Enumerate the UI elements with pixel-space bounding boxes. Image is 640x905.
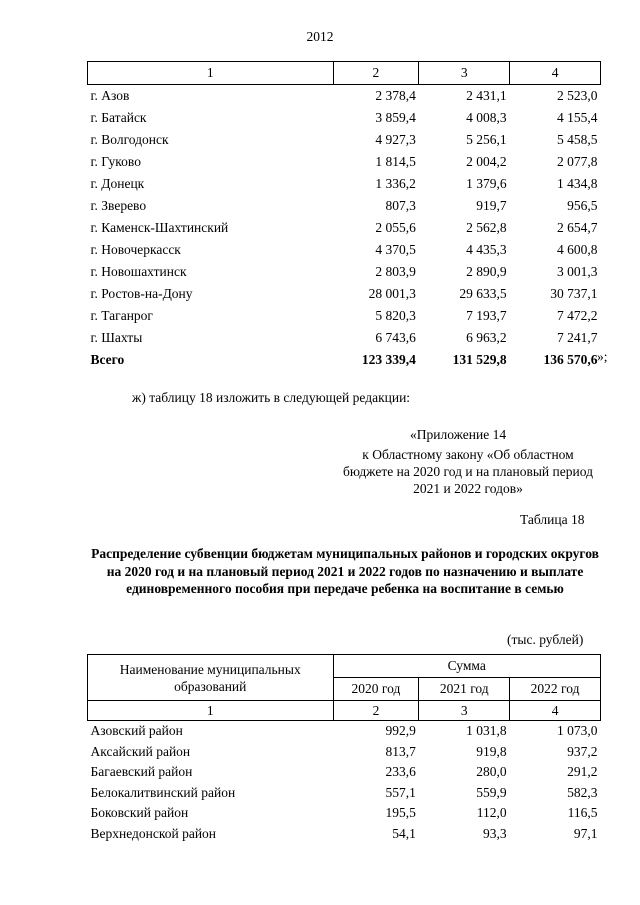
- column-index-3: 3: [419, 62, 510, 85]
- column-index-2: 2: [333, 701, 419, 721]
- value-2022-cell: 2 654,7: [557, 220, 598, 235]
- value-2022-cell: 2 077,8: [557, 154, 598, 169]
- municipal-distribution-table-continued: [87, 61, 601, 371]
- value-2022-cell: 1 073,0: [557, 723, 598, 739]
- municipality-name-cell: Белокалитвинский район: [90, 784, 236, 800]
- total-label-cell: Всего: [90, 352, 125, 367]
- municipality-name-cell: г. Азов: [90, 88, 130, 103]
- value-2021-cell: 2 004,2: [466, 154, 507, 169]
- value-2020-cell: 557,1: [385, 784, 416, 800]
- value-2020-cell: 813,7: [385, 743, 416, 759]
- value-2021-cell: 4 435,3: [466, 242, 507, 257]
- year-header-2020: 2020 год: [333, 678, 419, 701]
- appendix-label: «Приложение 14: [410, 427, 507, 442]
- municipality-name-cell: г. Ростов-на-Дону: [90, 286, 193, 301]
- value-2022-cell: 291,2: [567, 764, 598, 780]
- municipality-name-cell: Аксайский район: [90, 743, 191, 759]
- table-row: [88, 217, 601, 239]
- municipality-name-cell: г. Новочеркасск: [90, 242, 181, 257]
- column-index-4: 4: [510, 701, 601, 721]
- value-2021-cell: 112,0: [476, 805, 507, 821]
- table-row: [88, 721, 601, 742]
- value-2021-cell: 29 633,5: [459, 286, 507, 301]
- table-row: [88, 283, 601, 305]
- value-2020-cell: 2 055,6: [375, 220, 416, 235]
- table-row: [88, 239, 601, 261]
- column-index-4: 4: [510, 62, 601, 85]
- year-header-2021: 2021 год: [419, 678, 510, 701]
- table-row: [88, 305, 601, 327]
- total-row: [88, 349, 601, 371]
- value-2020-cell: 807,3: [385, 198, 416, 213]
- table-row: [88, 173, 601, 195]
- table-row: [88, 107, 601, 129]
- value-2022-cell: 97,1: [573, 825, 598, 841]
- subvention-distribution-table: [87, 654, 601, 844]
- value-2022-cell: 7 241,7: [557, 330, 598, 345]
- value-2020-cell: 992,9: [385, 723, 416, 739]
- law-reference: к Областному закону «Об областном бюджете на 2020 год и на плановый период 2021 и 2022 годов»: [343, 447, 593, 496]
- table-row: [88, 762, 601, 783]
- table-row: [88, 85, 601, 108]
- table-row: [88, 783, 601, 804]
- value-2022-cell: 3 001,3: [557, 264, 598, 279]
- value-2020-cell: 6 743,6: [375, 330, 416, 345]
- value-2021-cell: 4 008,3: [466, 110, 507, 125]
- table-header-row: [88, 62, 601, 85]
- value-2021-cell: 1 379,6: [466, 176, 507, 191]
- municipality-name-cell: г. Батайск: [90, 110, 147, 125]
- value-2022-cell: 116,5: [567, 805, 598, 821]
- value-2021-cell: 559,9: [476, 784, 507, 800]
- table-row: [88, 151, 601, 173]
- table-number-label: Таблица 18: [520, 512, 585, 527]
- value-2021-cell: 919,7: [476, 198, 507, 213]
- column-index-1: 1: [88, 62, 334, 85]
- total-2021-cell: 131 529,8: [452, 352, 507, 367]
- value-2020-cell: 233,6: [385, 764, 416, 780]
- municipality-name-cell: Багаевский район: [90, 764, 193, 780]
- year-header-2022: 2022 год: [510, 678, 601, 701]
- total-2020-cell: 123 339,4: [361, 352, 416, 367]
- value-2020-cell: 3 859,4: [375, 110, 416, 125]
- value-2020-cell: 4 370,5: [375, 242, 416, 257]
- municipality-name-cell: г. Волгодонск: [90, 132, 169, 147]
- table-row: [88, 195, 601, 217]
- value-2020-cell: 54,1: [392, 825, 416, 841]
- value-2021-cell: 1 031,8: [466, 723, 507, 739]
- quote-close-suffix: »;: [597, 349, 608, 364]
- municipality-name-cell: г. Зверево: [90, 198, 147, 213]
- value-2020-cell: 28 001,3: [368, 286, 416, 301]
- value-2021-cell: 93,3: [483, 825, 507, 841]
- value-2022-cell: 582,3: [567, 784, 598, 800]
- value-2020-cell: 4 927,3: [375, 132, 416, 147]
- municipality-name-cell: Боковский район: [90, 805, 189, 821]
- units-label: (тыс. рублей): [507, 632, 584, 647]
- value-2022-cell: 1 434,8: [557, 176, 598, 191]
- name-column-header: Наименование муниципальных образований: [88, 655, 334, 701]
- total-2022-cell: 136 570,6: [543, 352, 598, 367]
- value-2021-cell: 7 193,7: [466, 308, 507, 323]
- value-2022-cell: 4 600,8: [557, 242, 598, 257]
- sum-column-header: Сумма: [333, 655, 600, 678]
- municipality-name-cell: Азовский район: [90, 723, 183, 739]
- value-2020-cell: 5 820,3: [375, 308, 416, 323]
- municipality-name-cell: Верхнедонской район: [90, 825, 217, 841]
- column-index-2: 2: [333, 62, 419, 85]
- value-2022-cell: 4 155,4: [557, 110, 598, 125]
- table-row: [88, 261, 601, 283]
- value-2022-cell: 30 737,1: [550, 286, 598, 301]
- value-2021-cell: 5 256,1: [466, 132, 507, 147]
- value-2022-cell: 7 472,2: [557, 308, 598, 323]
- value-2022-cell: 956,5: [567, 198, 598, 213]
- value-2020-cell: 1 814,5: [375, 154, 416, 169]
- value-2021-cell: 6 963,2: [466, 330, 507, 345]
- column-index-1: 1: [88, 701, 334, 721]
- municipality-name-cell: г. Каменск-Шахтинский: [90, 220, 229, 235]
- column-index-3: 3: [419, 701, 510, 721]
- table-row: [88, 742, 601, 763]
- value-2020-cell: 2 803,9: [375, 264, 416, 279]
- value-2020-cell: 2 378,4: [375, 88, 416, 103]
- value-2020-cell: 195,5: [385, 805, 416, 821]
- value-2021-cell: 2 431,1: [466, 88, 507, 103]
- municipality-name-cell: г. Гуково: [90, 154, 141, 169]
- value-2021-cell: 2 890,9: [466, 264, 507, 279]
- municipality-name-cell: г. Таганрог: [90, 308, 153, 323]
- table-title: Распределение субвенции бюджетам муниципальных районов и городских округов на 2020 год и на плановый период 2021 и 2022 годов по назначению и выплате единовременного пособия при передаче ребенка на воспитание в семью: [91, 546, 599, 596]
- value-2022-cell: 5 458,5: [557, 132, 598, 147]
- value-2022-cell: 2 523,0: [557, 88, 598, 103]
- page-number: 2012: [306, 29, 334, 44]
- value-2021-cell: 280,0: [476, 764, 507, 780]
- table-row: [88, 129, 601, 151]
- table-row: [88, 327, 601, 349]
- value-2021-cell: 919,8: [476, 743, 507, 759]
- value-2020-cell: 1 336,2: [375, 176, 416, 191]
- value-2022-cell: 937,2: [567, 743, 598, 759]
- table-row: [88, 824, 601, 845]
- municipality-name-cell: г. Новошахтинск: [90, 264, 187, 279]
- municipality-name-cell: г. Донецк: [90, 176, 145, 191]
- table-row: [88, 803, 601, 824]
- value-2021-cell: 2 562,8: [466, 220, 507, 235]
- amendment-instruction: ж) таблицу 18 изложить в следующей редакции:: [132, 390, 411, 405]
- municipality-name-cell: г. Шахты: [90, 330, 143, 345]
